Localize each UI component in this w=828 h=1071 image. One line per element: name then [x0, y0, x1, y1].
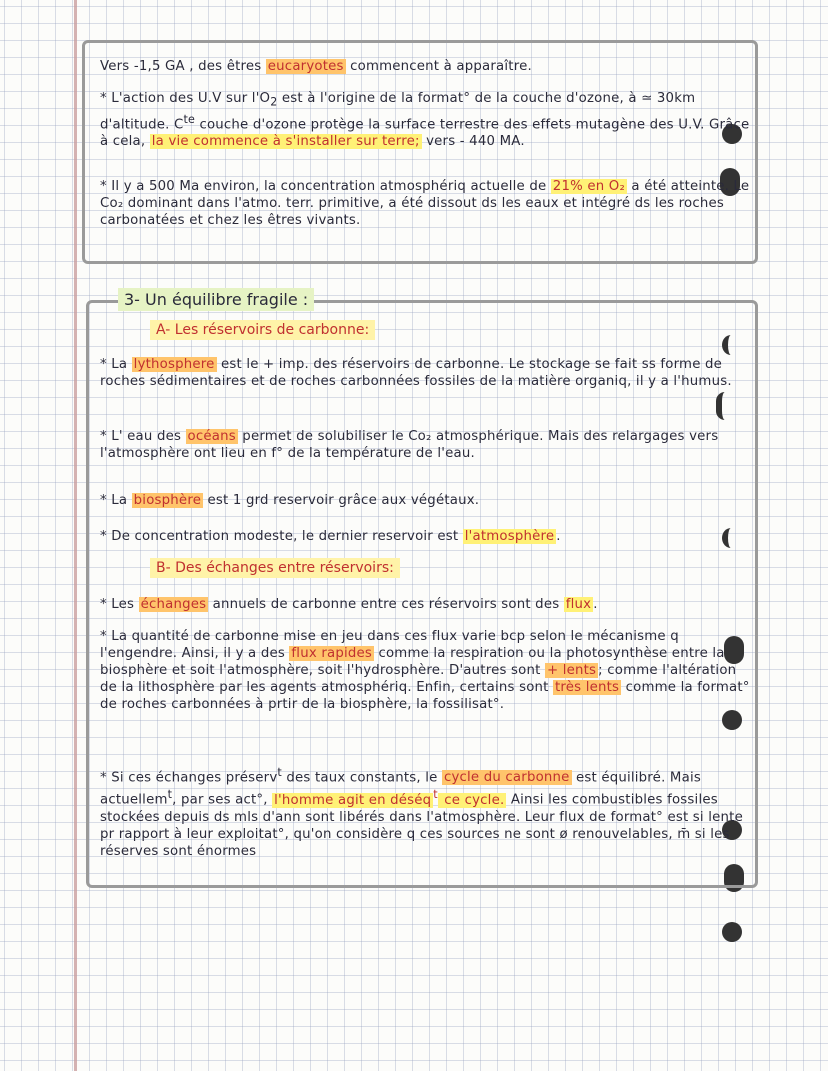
- text: ; comme l'altération de la lithosphère par les agents atmosphériq. Enfin, certains sont: [100, 663, 737, 695]
- superscript: t: [433, 788, 438, 802]
- title-text: 3- Un équilibre fragile :: [118, 288, 314, 311]
- subscript: 2: [270, 95, 278, 109]
- text: a été atteinte. Le Co₂ dominant dans l'atmo. terr. primitive, a été dissout ds les eaux et intégré ds les roches carbonatées et chez les êtres vivants.: [100, 179, 750, 228]
- highlight-eukaryotes: eucaryotes: [267, 59, 344, 74]
- highlight-atmosphere: l'atmosphère: [464, 529, 555, 544]
- cycle-paragraph: [100, 764, 750, 860]
- text: .: [556, 529, 561, 544]
- subsection-b-title: [150, 560, 400, 576]
- text: comme la respiration ou la photosynthèse entre la biosphère et soit l'atmosphère, soit l'hydrosphère. D'autres sont: [100, 646, 725, 678]
- section3-title: [118, 290, 314, 309]
- subtitle-text: A- Les réservoirs de carbonne:: [150, 320, 375, 340]
- lithosphere-paragraph: [100, 356, 750, 390]
- subsection-a-title: [150, 322, 375, 338]
- biosphere-paragraph: [100, 492, 750, 509]
- highlight-fast-flux: flux rapides: [291, 646, 373, 661]
- text: * L'action des U.V sur l'O: [100, 91, 271, 106]
- highlight-slow: + lents: [546, 663, 597, 678]
- text: est équilibré. Mais actuellem: [100, 770, 701, 808]
- quantity-paragraph: [100, 628, 750, 713]
- text: vers - 440 MA.: [421, 134, 525, 150]
- text: Ainsi les combustibles fossiles stockées depuis ds mls d'ann sont libérés dans l'atmosphère. Leur flux de format° est si lente pr rapport à leur exploitat°, qu'on considère q ces sources ne sont ø renouvelables, m̄ si les réserves sont énormes: [100, 792, 743, 859]
- text: permet de solubiliser le Co₂ atmosphérique. Mais des relargages vers l'atmosphère ont lieu en f° de la température de l'eau.: [100, 429, 719, 461]
- text: * Si ces échanges préserv: [100, 770, 278, 786]
- exchanges-paragraph: [100, 596, 750, 613]
- subtitle-text: B- Des échanges entre réservoirs:: [150, 558, 400, 578]
- text: .: [593, 597, 598, 612]
- margin-line: [74, 0, 77, 1071]
- text: * L' eau des: [100, 429, 186, 444]
- text: * La: [100, 493, 132, 508]
- text: * Il y a 500 Ma environ, la concentration atmosphériq actuelle de: [100, 179, 547, 194]
- atmosphere-paragraph: [100, 528, 750, 545]
- eukaryotes-line: [100, 58, 750, 75]
- highlight-life-on-earth: la vie commence à s'installer sur terre;: [151, 134, 420, 150]
- highlight-human-impact: ce cycle.: [439, 792, 505, 808]
- text: comme la format° de roches carbonnées à prtir de la biosphère, la fossilisat°.: [100, 680, 750, 712]
- superscript: te: [183, 112, 196, 126]
- highlight-lithosphere: lythosphere: [133, 357, 215, 372]
- highlight-flux: flux: [565, 597, 592, 612]
- text: Vers -1,5 GA , des êtres: [100, 59, 266, 74]
- highlight-exchanges: échanges: [140, 597, 207, 612]
- text: * De concentration modeste, le dernier reservoir est: [100, 529, 463, 544]
- text: * La: [100, 357, 132, 372]
- text: couche d'ozone protège la surface terrestre des effets mutagène des U.V. Grâce à cela,: [100, 117, 750, 150]
- highlight-very-slow: très lents: [555, 680, 620, 695]
- text: des taux constants, le: [281, 770, 442, 786]
- highlight-human-impact: l'homme agit en déséq: [274, 792, 432, 808]
- superscript: t: [277, 766, 282, 779]
- superscript: t: [167, 788, 173, 802]
- text: * Les: [100, 597, 139, 612]
- highlight-carbon-cycle: cycle du carbonne: [443, 770, 570, 786]
- ozone-paragraph: [100, 90, 750, 150]
- highlight-oxygen: 21% en O₂: [552, 179, 625, 194]
- binder-hole: [722, 922, 742, 942]
- text: commencent à apparaître.: [345, 59, 532, 74]
- text: est à l'origine de la format° de la couche d'ozone, à ≃ 30km d'altitude. C: [100, 91, 696, 133]
- highlight-oceans: océans: [187, 429, 236, 444]
- text: annuels de carbonne entre ces réservoirs sont des: [208, 597, 564, 612]
- oxygen-paragraph: [100, 178, 750, 229]
- text: , par ses act°,: [172, 792, 273, 808]
- text: * La quantité de carbonne mise en jeu dans ces flux varie bcp selon le mécanisme q l'engendre. Ainsi, il y a des: [100, 629, 679, 661]
- text: est le + imp. des réservoirs de carbonne. Le stockage se fait ss forme de roches sédimentaires et de roches carbonnées fossiles de la matière organiq, il y a l'humus.: [100, 357, 732, 389]
- highlight-biosphere: biosphère: [133, 493, 202, 508]
- text: est 1 grd reservoir grâce aux végétaux.: [203, 493, 480, 508]
- oceans-paragraph: [100, 428, 750, 462]
